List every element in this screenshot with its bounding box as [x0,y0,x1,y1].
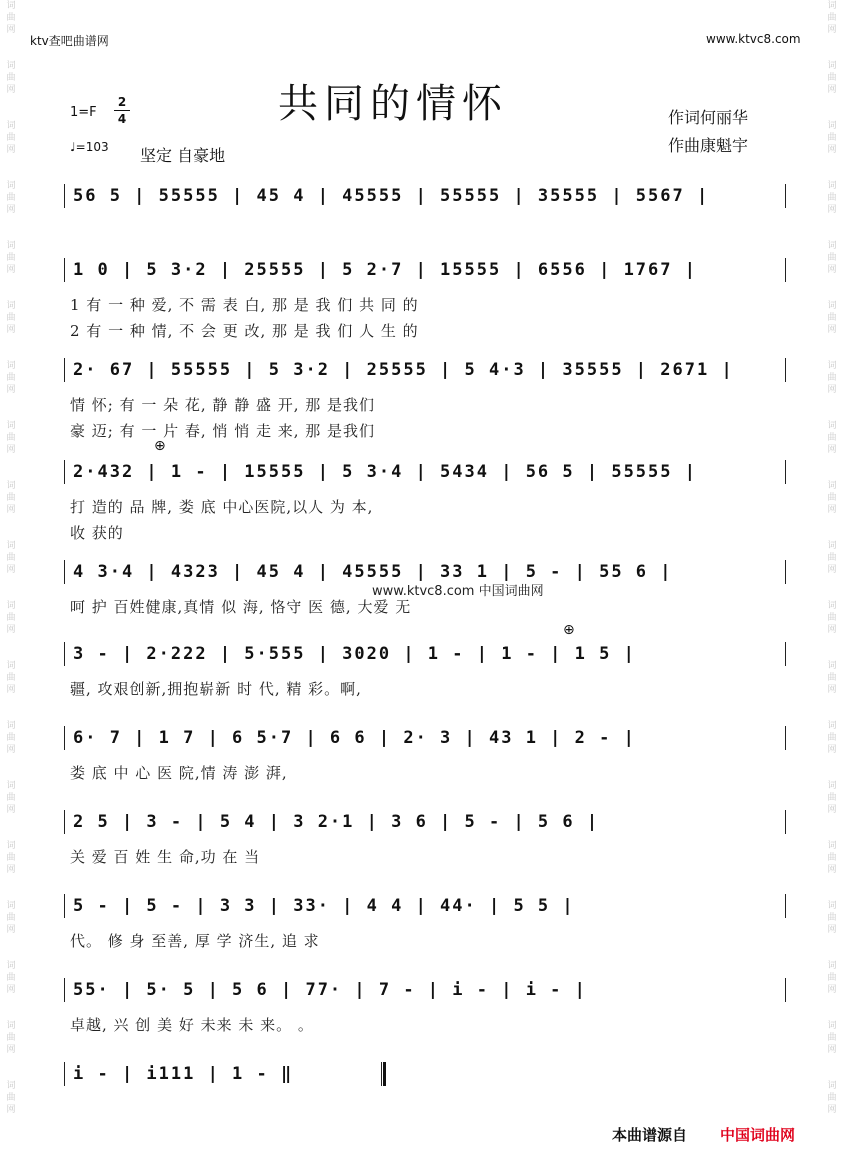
side-mark-char: 曲 [827,793,837,803]
side-mark-char: 网 [827,445,837,455]
site-url-right: www.ktvc8.com [706,32,801,46]
side-watermark-right [823,0,841,1172]
lyric-line: 1 有 一 种 爱, 不 需 表 白, 那 是 我 们 共 同 的 [70,296,419,314]
side-mark-char: 词 [827,841,837,851]
side-mark-char: 曲 [6,673,16,683]
side-mark-char: 网 [6,565,16,575]
side-mark-char: 词 [6,61,16,71]
side-mark-char: 词 [827,1021,837,1031]
side-mark-char: 网 [827,625,837,635]
side-mark-char: 曲 [827,73,837,83]
notation-line [64,258,786,282]
side-mark-char: 曲 [827,433,837,443]
side-mark-char: 词 [827,421,837,431]
notation-line [64,184,786,208]
composer-credit: 作曲康魁宇 [668,136,749,155]
side-mark-char: 词 [6,1,16,11]
side-mark-char: 曲 [6,433,16,443]
side-mark-char: 网 [6,265,16,275]
notation-line [64,978,786,1002]
side-mark-char: 曲 [827,253,837,263]
side-mark-char: 曲 [6,193,16,203]
side-mark-char: 词 [6,181,16,191]
side-mark-char: 网 [827,1105,837,1115]
side-mark-char: 网 [6,805,16,815]
notation-text: 56 5 | 55555 | 45 4 | 45555 | 55555 | 35555 | 5567 | [73,186,710,206]
side-mark-char: 词 [827,61,837,71]
side-mark-char: 网 [827,865,837,875]
side-mark-char: 曲 [6,493,16,503]
side-mark-char: 网 [827,745,837,755]
side-mark-char: 曲 [6,853,16,863]
side-mark-char: 词 [6,1081,16,1091]
side-mark-char: 词 [827,781,837,791]
side-mark-char: 网 [6,1045,16,1055]
side-mark-char: 词 [6,601,16,611]
time-signature-top: 2 [117,95,127,109]
side-mark-char: 网 [827,985,837,995]
side-mark-char: 网 [6,985,16,995]
notation-text: 4 3·4 | 4323 | 45 4 | 45555 | 33 1 | 5 - | 55 6 | [73,562,673,582]
notation-text: i - | i111 | 1 - ‖ [73,1064,294,1084]
side-mark-char: 词 [827,481,837,491]
side-mark-char: 网 [827,205,837,215]
side-mark-char: 曲 [827,673,837,683]
side-mark-char: 词 [827,181,837,191]
notation-line [64,726,786,750]
side-mark-char: 网 [827,85,837,95]
lyric-line: 娄 底 中 心 医 院,情 涛 澎 湃, [70,764,288,782]
side-mark-char: 曲 [827,13,837,23]
side-mark-char: 网 [6,1105,16,1115]
watermark-text: www.ktvc8.com 中国词曲网 [372,584,544,599]
lyric-line: 2 有 一 种 情, 不 会 更 改, 那 是 我 们 人 生 的 [70,322,419,340]
song-title: 共同的情怀 [278,81,508,127]
side-mark-char: 曲 [827,373,837,383]
side-mark-char: 曲 [6,613,16,623]
side-mark-char: 网 [827,925,837,935]
side-mark-char: 曲 [6,793,16,803]
side-mark-char: 词 [827,901,837,911]
side-mark-char: 网 [827,565,837,575]
side-mark-char: 曲 [827,853,837,863]
side-mark-char: 曲 [6,13,16,23]
lyric-line: 卓越, 兴 创 美 好 未来 未 来。 。 [70,1016,314,1034]
side-mark-char: 曲 [827,1093,837,1103]
site-name-left: ktv查吧曲谱网 [30,34,109,48]
side-mark-char: 曲 [6,1093,16,1103]
side-mark-char: 词 [6,961,16,971]
side-mark-char: 词 [6,121,16,131]
side-mark-char: 词 [6,301,16,311]
side-mark-char: 网 [6,385,16,395]
segno-sign-1: ⊕ [154,438,166,454]
notation-line [64,460,786,484]
side-mark-char: 词 [827,361,837,371]
notation-line [64,894,786,918]
side-mark-char: 网 [827,25,837,35]
side-mark-char: 曲 [6,253,16,263]
notation-line [64,1062,382,1086]
side-mark-char: 词 [6,1021,16,1031]
notation-text: 2· 67 | 55555 | 5 3·2 | 25555 | 5 4·3 | 35555 | 2671 | [73,360,734,380]
side-mark-char: 曲 [827,913,837,923]
lyric-line: 呵 护 百姓健康,真情 似 海, 恪守 医 德, 大爱 无 [70,598,412,616]
side-mark-char: 网 [827,685,837,695]
side-mark-char: 词 [827,301,837,311]
side-mark-char: 网 [827,1045,837,1055]
side-mark-char: 网 [827,385,837,395]
lyric-line: 收 获的 [70,524,124,542]
side-mark-char: 曲 [6,913,16,923]
side-mark-char: 词 [827,121,837,131]
lyricist-credit: 作词何丽华 [668,108,749,127]
side-mark-char: 词 [6,781,16,791]
side-mark-char: 词 [827,961,837,971]
lyric-line: 疆, 攻艰创新,拥抱崭新 时 代, 精 彩。啊, [70,680,362,698]
side-mark-char: 曲 [827,313,837,323]
key-signature: 1=F [70,105,97,120]
time-signature-bottom: 4 [117,112,127,126]
side-mark-char: 曲 [827,973,837,983]
side-mark-char: 网 [6,625,16,635]
side-mark-char: 词 [827,1,837,11]
lyric-line: 情 怀; 有 一 朵 花, 静 静 盛 开, 那 是我们 [70,396,376,414]
side-mark-char: 网 [6,445,16,455]
tempo-marking: ♩=103 [70,140,109,154]
side-mark-char: 曲 [6,973,16,983]
side-mark-char: 词 [827,541,837,551]
side-mark-char: 网 [6,685,16,695]
side-mark-char: 词 [827,661,837,671]
time-signature [114,95,130,126]
side-mark-char: 曲 [6,553,16,563]
footer-site-link[interactable]: 中国词曲网 [720,1126,796,1144]
notation-text: 6· 7 | 1 7 | 6 5·7 | 6 6 | 2· 3 | 43 1 | 2 - | [73,728,636,748]
side-mark-char: 曲 [827,553,837,563]
lyric-line: 代。 修 身 至善, 厚 学 济生, 追 求 [70,932,320,950]
side-mark-char: 词 [827,601,837,611]
side-mark-char: 曲 [827,133,837,143]
lyric-line: 打 造的 品 牌, 娄 底 中心医院,以人 为 本, [70,498,374,516]
side-mark-char: 曲 [827,493,837,503]
side-mark-char: 词 [6,241,16,251]
side-mark-char: 词 [6,901,16,911]
side-mark-char: 曲 [827,733,837,743]
side-mark-char: 曲 [6,1033,16,1043]
side-mark-char: 网 [827,265,837,275]
side-mark-char: 词 [6,661,16,671]
side-mark-char: 词 [6,361,16,371]
side-mark-char: 网 [827,325,837,335]
side-mark-char: 词 [827,721,837,731]
lyric-line: 关 爱 百 姓 生 命,功 在 当 [70,848,261,866]
notation-text: 1 0 | 5 3·2 | 25555 | 5 2·7 | 15555 | 6556 | 1767 | [73,260,697,280]
notation-text: 2·432 | 1 - | 15555 | 5 3·4 | 5434 | 56 5 | 55555 | [73,462,697,482]
lyric-line: 豪 迈; 有 一 片 春, 悄 悄 走 来, 那 是我们 [70,422,376,440]
footer-source-label: 本曲谱源自 [612,1126,688,1144]
notation-text: 55· | 5· 5 | 5 6 | 77· | 7 - | i - | i - | [73,980,587,1000]
segno-sign-2: ⊕ [563,622,575,638]
final-barline [383,1062,386,1086]
side-mark-char: 网 [827,805,837,815]
side-mark-char: 网 [6,205,16,215]
notation-line [64,642,786,666]
side-mark-char: 词 [827,1081,837,1091]
side-mark-char: 网 [6,865,16,875]
side-mark-char: 词 [827,241,837,251]
notation-text: 2 5 | 3 - | 5 4 | 3 2·1 | 3 6 | 5 - | 5 6 | [73,812,600,832]
expression-marking: 坚定 自豪地 [140,146,226,165]
side-mark-char: 曲 [827,193,837,203]
side-mark-char: 网 [6,85,16,95]
side-mark-char: 曲 [6,73,16,83]
side-mark-char: 曲 [6,313,16,323]
notation-line [64,358,786,382]
side-mark-char: 词 [6,481,16,491]
side-mark-char: 网 [6,145,16,155]
side-mark-char: 曲 [827,613,837,623]
side-mark-char: 词 [6,841,16,851]
side-mark-char: 网 [827,145,837,155]
side-mark-char: 网 [6,505,16,515]
side-mark-char: 词 [6,541,16,551]
side-watermark-left [2,0,20,1172]
side-mark-char: 网 [6,925,16,935]
side-mark-char: 词 [6,421,16,431]
notation-text: 3 - | 2·222 | 5·555 | 3020 | 1 - | 1 - | 1 5 | [73,644,636,664]
side-mark-char: 曲 [827,1033,837,1043]
side-mark-char: 网 [6,325,16,335]
side-mark-char: 网 [6,25,16,35]
side-mark-char: 曲 [6,133,16,143]
side-mark-char: 网 [6,745,16,755]
side-mark-char: 曲 [6,733,16,743]
notation-text: 5 - | 5 - | 3 3 | 33· | 4 4 | 44· | 5 5 | [73,896,575,916]
side-mark-char: 网 [827,505,837,515]
side-mark-char: 词 [6,721,16,731]
side-mark-char: 曲 [6,373,16,383]
notation-line [64,810,786,834]
